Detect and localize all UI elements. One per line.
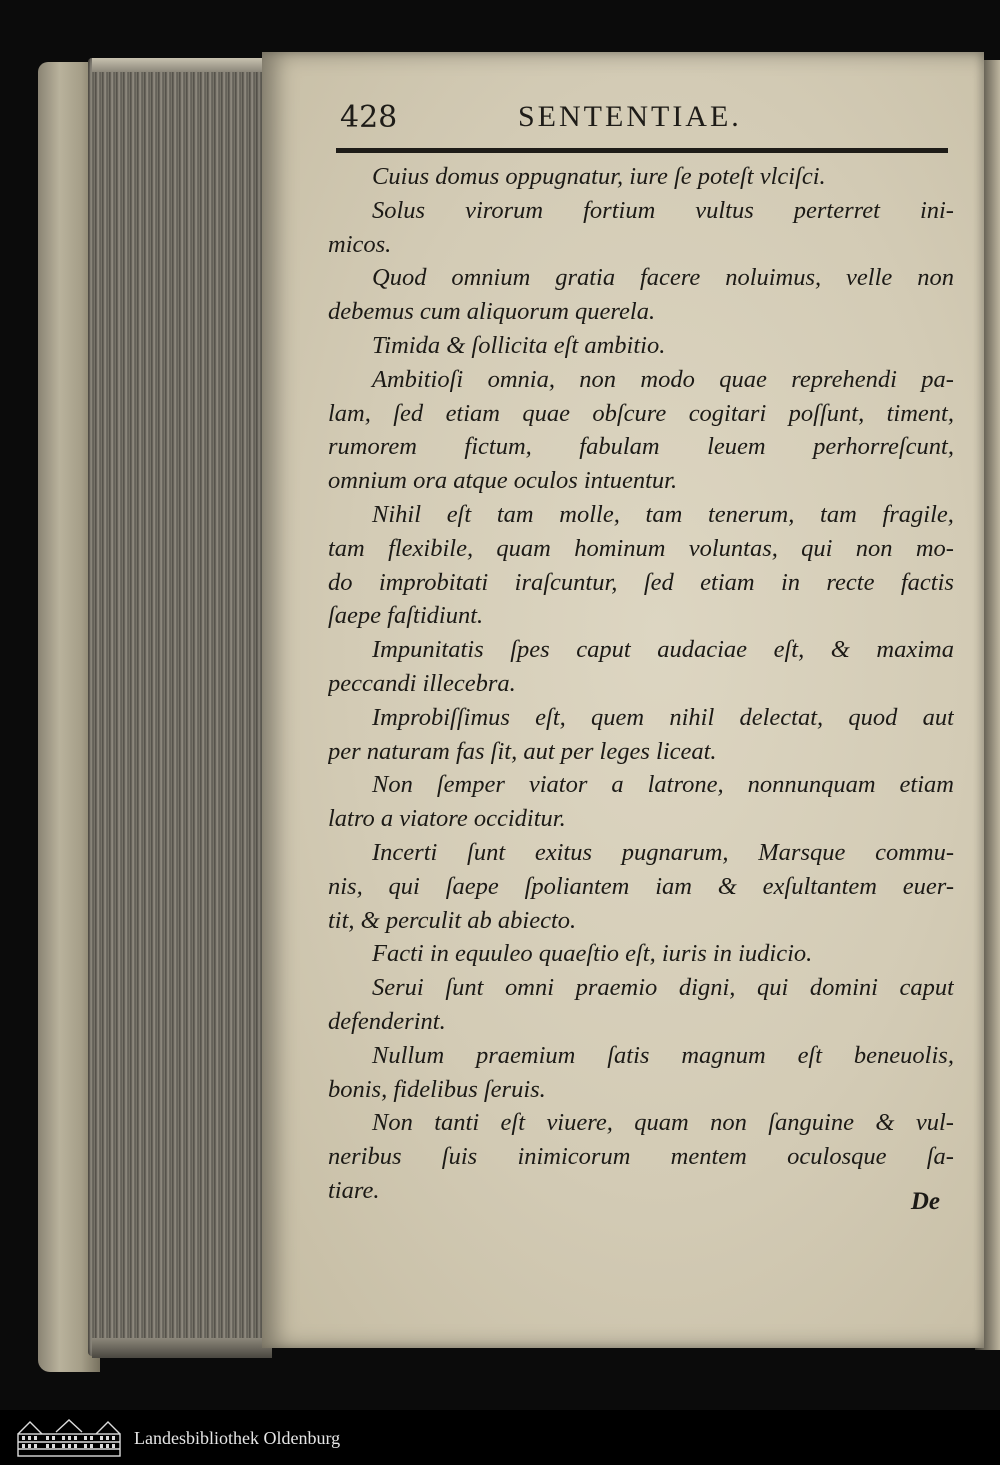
footer-bar [0, 1410, 1000, 1465]
text-line: latro a viatore occiditur. [328, 805, 566, 833]
text-line: Serui ſunt omni praemio digni, qui domini caput [372, 974, 954, 1002]
text-line: Incerti ſunt exitus pugnarum, Marsque commu- [372, 838, 954, 866]
text-line: Timida & ſollicita eſt ambitio. [372, 331, 666, 359]
running-head-title: SENTENTIAE. [518, 100, 742, 133]
page-edges-stack [88, 58, 272, 1356]
text-line: micos. [328, 230, 392, 258]
text-line: rumorem fictum, fabulam leuem perhorreſcunt, [328, 433, 954, 461]
text-line: Quod omnium gratia facere noluimus, velle non [372, 264, 954, 292]
book-page [262, 52, 984, 1348]
page-edges-bottom [92, 1338, 272, 1358]
text-line: Solus virorum fortium vultus perterret ini- [372, 196, 954, 224]
text-line: nis, qui ſaepe ſpoliantem iam & exſultantem euer- [328, 872, 954, 900]
text-line: peccandi illecebra. [328, 669, 516, 697]
catchword: De [910, 1188, 940, 1215]
text-line: Non ſemper viator a latrone, nonnunquam etiam [372, 771, 954, 799]
text-line: Impunitatis ſpes caput audaciae eſt, & maxima [372, 636, 954, 664]
text-line: Cuius domus oppugnatur, iure ſe poteſt vlciſci. [372, 163, 826, 190]
text-line: bonis, fidelibus ſeruis. [328, 1075, 546, 1103]
text-line: tam flexibile, quam hominum voluntas, qui non mo- [328, 534, 954, 562]
running-head [340, 100, 900, 140]
page-number: 428 [340, 100, 398, 135]
text-line: defenderint. [328, 1007, 446, 1035]
library-building-icon [16, 1418, 122, 1458]
page-edges-top [92, 58, 272, 72]
text-line: neribus ſuis inimicorum mentem oculosque ſa- [328, 1143, 954, 1171]
text-line: Ambitioſi omnia, non modo quae reprehendi pa- [372, 365, 954, 393]
text-line: per naturam fas ſit, aut per leges liceat. [328, 737, 717, 765]
head-rule [336, 148, 948, 153]
text-line: Facti in equuleo quaeſtio eſt, iuris in iudicio. [372, 940, 813, 968]
text-line: Improbiſſimus eſt, quem nihil delectat, quod aut [372, 703, 954, 731]
text-line: omnium ora atque oculos intuentur. [328, 467, 678, 495]
page-text [328, 160, 954, 1208]
text-line: do improbitati iraſcuntur, ſed etiam in recte factis [328, 568, 954, 596]
text-line: Nihil eſt tam molle, tam tenerum, tam fragile, [372, 500, 954, 528]
text-line: tit, & perculit ab abiecto. [328, 906, 577, 934]
text-line: debemus cum aliquorum querela. [328, 298, 656, 326]
text-line: Non tanti eſt viuere, quam non ſanguine & vul- [372, 1109, 954, 1137]
footer-library-name: Landesbibliothek Oldenburg [134, 1428, 341, 1448]
text-line: lam, ſed etiam quae obſcure cogitari poſſunt, timent, [328, 399, 954, 427]
text-line: tiare. [328, 1176, 380, 1204]
text-line: Nullum praemium ſatis magnum eſt beneuolis, [372, 1041, 954, 1069]
text-line: ſaepe faſtidiunt. [328, 602, 484, 630]
